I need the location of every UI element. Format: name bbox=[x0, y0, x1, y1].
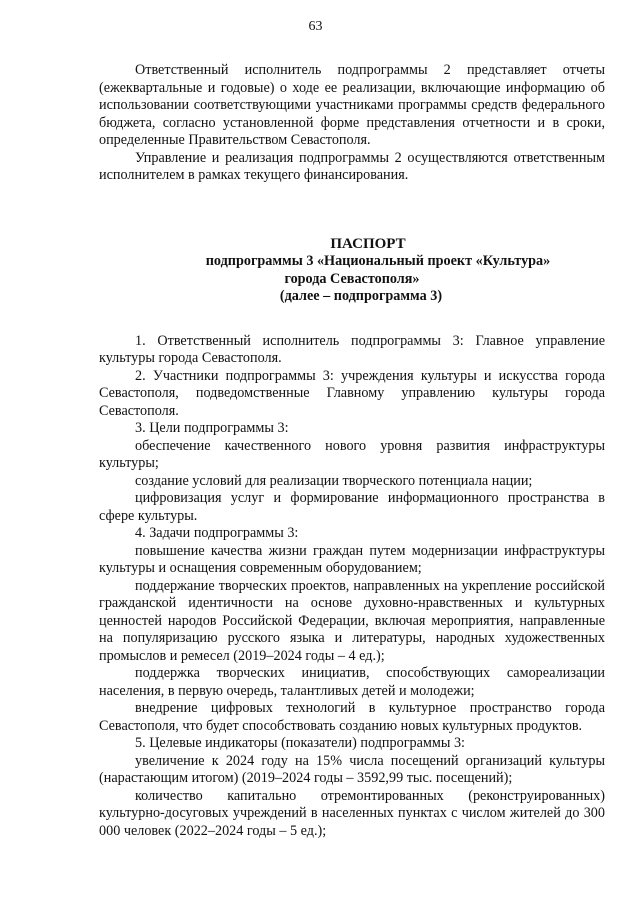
item-goals-heading: 3. Цели подпрограммы 3: bbox=[135, 420, 289, 436]
indicator-renovated-institutions: количество капитально отремонтированных (реконструированных) культурно-досуговых учреждений в населенных пунктах с числом жителей до 300 000 человек (2022–2024 годы – 5 ед.); bbox=[99, 787, 605, 839]
item-indicators-heading: 5. Целевые индикаторы (показатели) подпрограммы 3: bbox=[135, 735, 465, 751]
passport-heading bbox=[99, 236, 605, 306]
page-number: 63 bbox=[308, 19, 323, 34]
intro-paragraph-reporting: Ответственный исполнитель подпрограммы 2 представляет отчеты (ежеквартальные и годовые) о ходе ее реализации, включающие информацию об использовании соответствующими участниками программы средств федерального бюджета, согласно установленной форме представления отчетности и в сроки, определенные Правительством Севастополя. bbox=[99, 62, 605, 148]
item-participants: 2. Участники подпрограммы 3: учреждения культуры и искусства города Севастополя, подведомственные Главному управлению культуры города Севастополя. bbox=[99, 367, 605, 419]
passport-subtitle-line-2: города Севастополя» bbox=[284, 270, 420, 287]
goal-digitalization: цифровизация услуг и формирование информационного пространства в сфере культуры. bbox=[99, 490, 605, 524]
task-creative-initiatives: поддержка творческих инициатив, способствующих самореализации населения, в первую очередь, талантливых детей и молодежи; bbox=[99, 665, 605, 699]
document-body bbox=[99, 62, 605, 840]
passport-title: ПАСПОРТ bbox=[330, 235, 406, 252]
intro-paragraph-management: Управление и реализация подпрограммы 2 осуществляются ответственным исполнителем в рамках текущего финансирования. bbox=[99, 149, 605, 183]
task-modernization: повышение качества жизни граждан путем модернизации инфраструктуры культуры и оснащения современным оборудованием; bbox=[99, 542, 605, 576]
item-responsible-executor: 1. Ответственный исполнитель подпрограммы 3: Главное управление культуры города Севастополя. bbox=[99, 332, 605, 366]
task-digital-technologies: внедрение цифровых технологий в культурное пространство города Севастополя, что будет способствовать созданию новых культурных продуктов. bbox=[99, 700, 605, 734]
passport-subtitle-line-3: (далее – подпрограмма 3) bbox=[279, 288, 443, 304]
indicator-visits: увеличение к 2024 году на 15% числа посещений организаций культуры (нарастающим итогом) (2019–2024 годы – 3592,99 тыс. посещений); bbox=[99, 752, 605, 786]
task-creative-projects: поддержание творческих проектов, направленных на укрепление российской гражданской идентичности на основе духовно-нравственных и культурных ценностей народов Российской Федерации, включая мероприятия, направленные на популяризацию русского языка и литературы, народных художественных промыслов и ремесел (2019–2024 годы – 4 ед.); bbox=[99, 577, 605, 664]
passport-subtitle-line-1: подпрограммы 3 «Национальный проект «Культура» bbox=[205, 253, 551, 269]
item-tasks-heading: 4. Задачи подпрограммы 3: bbox=[135, 525, 299, 541]
goal-infrastructure: обеспечение качественного нового уровня развития инфраструктуры культуры; bbox=[99, 437, 605, 471]
goal-creative-potential: создание условий для реализации творческого потенциала нации; bbox=[135, 472, 533, 489]
